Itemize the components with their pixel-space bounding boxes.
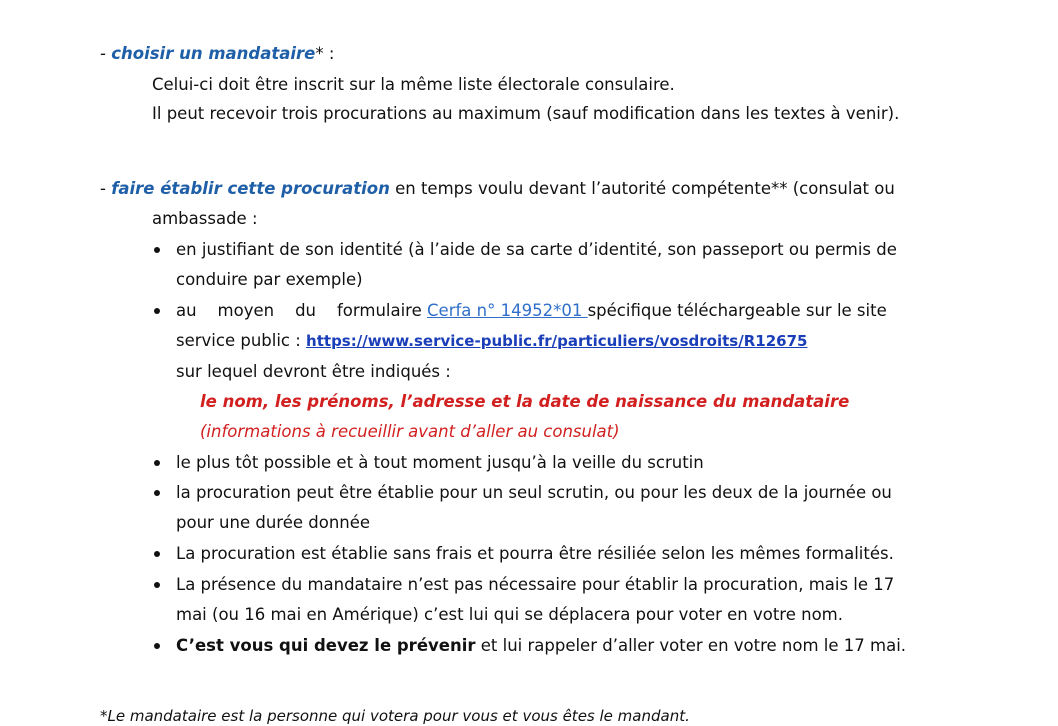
section2-intro-line2: ambassade : xyxy=(152,209,258,228)
bullet-dot-3 xyxy=(154,460,160,466)
section1-suffix: * : xyxy=(315,44,335,63)
bullet6-line1: La présence du mandataire n’est pas nécessaire pour établir la procuration, mais le 17 xyxy=(176,575,895,594)
bullet2-suffix: spécifique téléchargeable sur le site xyxy=(587,301,887,320)
bullet7-bold: C’est vous qui devez le prévenir xyxy=(176,636,476,655)
footnote-mandataire: *Le mandataire est la personne qui votera pour vous et vous êtes le mandant. xyxy=(100,707,690,725)
bullet1-line2: conduire par exemple) xyxy=(176,270,363,289)
section2-intro-rest: en temps voulu devant l’autorité compétente** (consulat ou xyxy=(389,179,895,198)
bullet5-text: La procuration est établie sans frais et pourra être résiliée selon les mêmes formalités. xyxy=(176,544,894,563)
section1-dash: - xyxy=(100,44,112,63)
mandataire-info-note: (informations à recueillir avant d’aller au consulat) xyxy=(200,422,620,441)
bullet2-line2 xyxy=(176,331,807,351)
section1-line1: Celui-ci doit être inscrit sur la même liste électorale consulaire. xyxy=(152,75,675,94)
service-public-url-link[interactable]: https://www.service-public.fr/particuliers/vosdroits/R12675 xyxy=(306,332,808,350)
section1-heading xyxy=(100,44,334,64)
bullet3-text: le plus tôt possible et à tout moment jusqu’à la veille du scrutin xyxy=(176,453,704,472)
cerfa-link[interactable]: Cerfa n° 14952*01 xyxy=(427,301,588,320)
bullet2-line2-prefix: service public : xyxy=(176,331,307,350)
bullet2-line1 xyxy=(176,301,887,321)
bullet6-line2: mai (ou 16 mai en Amérique) c’est lui qui se déplacera pour voter en votre nom. xyxy=(176,605,843,624)
bullet4-line1: la procuration peut être établie pour un seul scrutin, ou pour les deux de la journée ou xyxy=(176,483,892,502)
bullet7-rest: et lui rappeler d’aller voter en votre nom le 17 mai. xyxy=(475,636,907,655)
bullet-dot-5 xyxy=(154,551,160,557)
bullet7-text xyxy=(176,636,906,656)
bullet4-line2: pour une durée donnée xyxy=(176,513,371,532)
bullet2-prefix: au moyen du formulaire xyxy=(176,301,428,320)
bullet-dot-4 xyxy=(154,490,160,496)
section2-title: faire établir cette procuration xyxy=(111,179,390,198)
section1-title: choisir un mandataire xyxy=(111,44,316,63)
bullet1-line1: en justifiant de son identité (à l’aide de sa carte d’identité, son passeport ou permis de xyxy=(176,240,897,259)
section2-dash: - xyxy=(100,179,112,198)
mandataire-info-required: le nom, les prénoms, l’adresse et la date de naissance du mandataire xyxy=(200,392,850,411)
bullet-dot-7 xyxy=(154,643,160,649)
bullet-dot-6 xyxy=(154,582,160,588)
bullet-dot-2 xyxy=(154,308,160,314)
section2-heading xyxy=(100,179,895,199)
bullet-dot-1 xyxy=(154,247,160,253)
bullet2-line3: sur lequel devront être indiqués : xyxy=(176,362,451,381)
section1-line2: Il peut recevoir trois procurations au maximum (sauf modification dans les textes à venir). xyxy=(152,104,900,123)
